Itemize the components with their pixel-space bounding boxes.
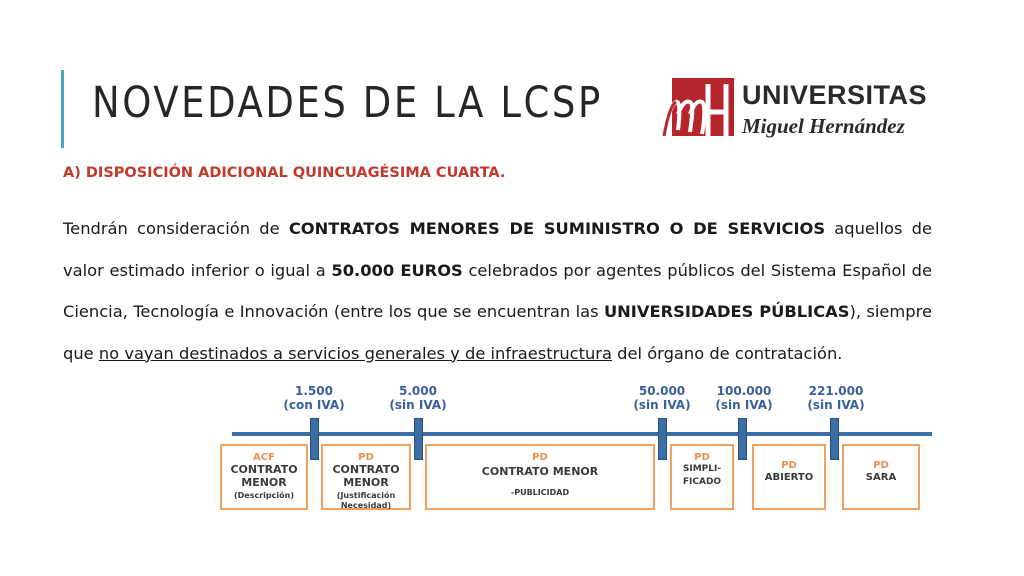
bold-contratos-menores: CONTRATOS MENORES DE SUMINISTRO O DE SERVICIOS <box>288 219 826 238</box>
procedure-box-acf <box>220 444 308 510</box>
threshold-label-5000: 5.000 (sin IVA) <box>389 384 447 412</box>
box-main: CONTRATO MENOR <box>230 463 298 489</box>
bold-universidades-publicas: UNIVERSIDADES PÚBLICAS <box>603 302 850 321</box>
procedure-box-abierto <box>752 444 826 510</box>
text-segment: Tendrán consideración de <box>63 219 289 238</box>
box-main: SARA <box>865 472 897 483</box>
text-segment: aquellos de valor estimado inferior o igual a <box>63 219 932 280</box>
box-main: CONTRATO MENOR <box>332 463 400 489</box>
threshold-tick <box>738 418 747 460</box>
box-sub: -PUBLICIDAD <box>510 488 570 497</box>
threshold-label-1500: 1.500 (con IVA) <box>283 384 345 412</box>
slide-title: NOVEDADES DE LA LCSP <box>92 78 603 128</box>
box-main: SIMPLI-FICADO <box>682 464 722 487</box>
box-main: ABIERTO <box>764 472 814 483</box>
box-main: CONTRATO MENOR <box>481 465 599 478</box>
logo-line-universitas: UNIVERSITAS <box>742 80 928 110</box>
box-tag: ACF <box>253 452 275 463</box>
section-heading: A) DISPOSICIÓN ADICIONAL QUINCUAGÉSIMA CUARTA. <box>63 165 506 181</box>
procedure-box-simplificado <box>670 444 734 510</box>
threshold-label-221000: 221.000 (sin IVA) <box>807 384 865 412</box>
text-segment: ), siempre que <box>63 302 932 363</box>
text-segment: celebrados por agentes públicos del Sistema Español de Ciencia, Tecnología e Innovación (entre los que se encuentran las <box>63 260 932 321</box>
threshold-label-100000: 100.000 (sin IVA) <box>715 384 773 412</box>
university-logo <box>662 74 934 152</box>
timeline-axis <box>232 432 932 436</box>
procedure-box-sara <box>842 444 920 510</box>
threshold-tick <box>414 418 423 460</box>
text-segment: del órgano de contratación. <box>611 343 843 363</box>
procedure-box-contrato-menor-publicidad <box>425 444 655 510</box>
title-accent-bar <box>61 70 64 148</box>
threshold-tick <box>310 418 319 460</box>
threshold-tick <box>658 418 667 460</box>
underlined-condition: no vayan destinados a servicios generales y de infraestructura <box>98 343 612 363</box>
procedure-box-contrato-menor-justificacion <box>321 444 411 510</box>
umh-logo-mark <box>662 74 740 152</box>
box-tag: PD <box>781 460 797 471</box>
body-paragraph <box>63 208 932 374</box>
bold-50000-euros: 50.000 EUROS <box>331 260 463 280</box>
box-tag: PD <box>873 460 889 471</box>
logo-line-miguel-hernandez: Miguel Hernández <box>742 114 905 138</box>
box-tag: PD <box>694 452 710 463</box>
box-tag: PD <box>358 452 374 463</box>
threshold-label-50000: 50.000 (sin IVA) <box>633 384 691 412</box>
box-tag: PD <box>532 452 548 463</box>
box-sub: (Descripción) <box>234 491 294 500</box>
box-sub: (Justificación Necesidad) <box>336 491 396 510</box>
threshold-tick <box>830 418 839 460</box>
